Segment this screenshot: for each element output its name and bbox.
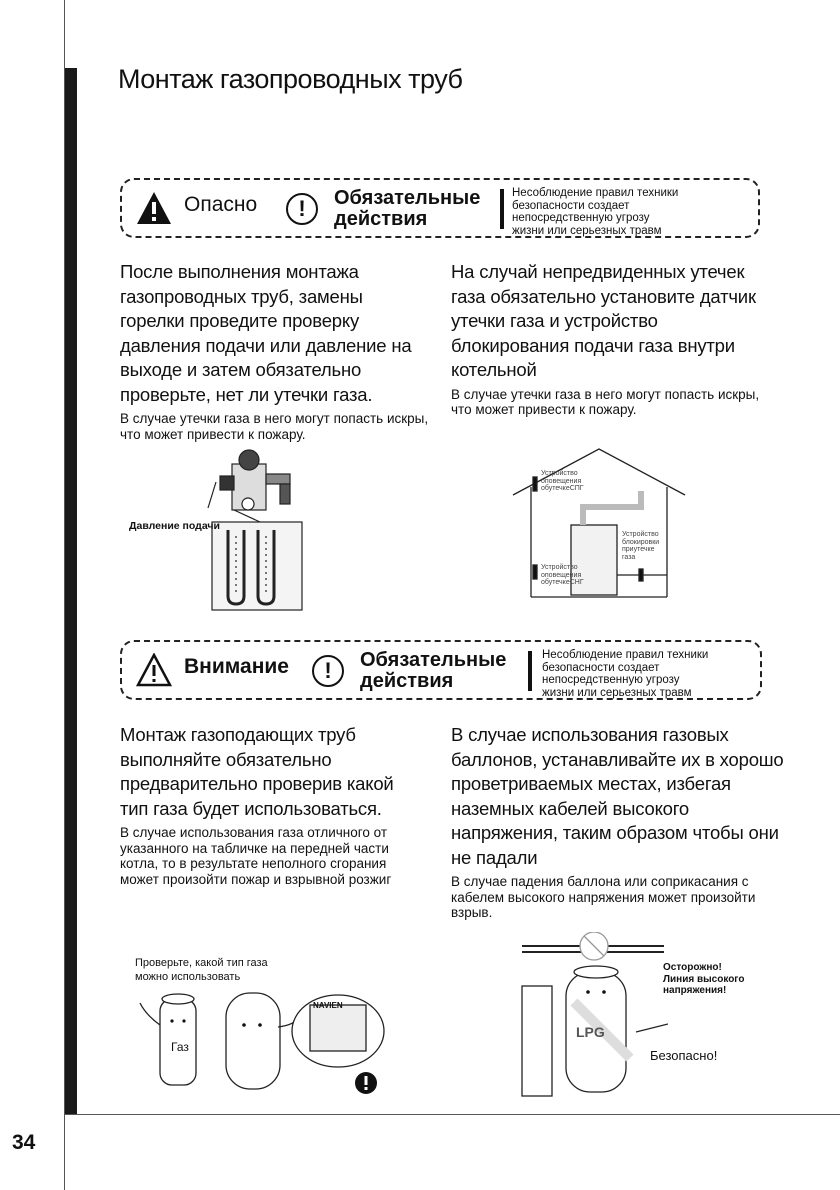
- leak-alarm-top-label: Устройство оповещения обутечкеСПГ: [541, 470, 584, 492]
- page-title: Монтаж газопроводных труб: [118, 64, 463, 94]
- danger-box: [120, 178, 760, 238]
- gas-type-illustration: [128, 985, 388, 1097]
- mandatory-label: Обязательные действия: [360, 649, 507, 692]
- section1-right-sub: В случае утечки газа в него могут попасть искры, что может привести к пожару.: [451, 386, 760, 417]
- section2-right-sub: В случае падения баллона или соприкасания с кабелем высокого напряжения может произойти взрыв.: [451, 874, 756, 920]
- section2-left-main: Монтаж газоподающих труб выполняйте обязательно предварительно проверив какой тип газа будет использоваться.: [120, 724, 394, 819]
- caution-box: [120, 640, 762, 700]
- separator: [528, 651, 532, 691]
- exclamation-icon: !: [312, 655, 344, 687]
- danger-note: Несоблюдение правил техники безопасности создает непосредственную угрозу жизни или серьезных травм: [512, 187, 679, 237]
- sensor-bottom: [533, 565, 537, 579]
- shutoff-label: Устройство блокировки приутечке газа: [622, 531, 660, 561]
- sensor-top: [533, 477, 537, 491]
- valve-assembly: [208, 450, 290, 522]
- section1-left-main: После выполнения монтажа газопроводных труб, замены горелки проведите проверку давления подачи или давление на выходе и затем обязательно проверьте, нет ли утечки газа.: [120, 261, 412, 405]
- manometer: [212, 522, 302, 610]
- high-voltage-warning: Осторожно! Линия высокого напряжения!: [663, 962, 745, 996]
- section2-right-main: В случае использования газовых баллонов, устанавливайте их в хорошо проветриваемых местах, избегая наземных кабелей высокого напряжения, таким образом чтобы они не падали: [451, 724, 784, 868]
- gas-label: Газ: [171, 1040, 189, 1054]
- caution-note: Несоблюдение правил техники безопасности создает непосредственную угрозу жизни или серьезных травм: [542, 649, 709, 699]
- lpg-label: LPG: [576, 1024, 605, 1040]
- boiler-room-illustration: [511, 447, 687, 599]
- section2-left-text: [120, 723, 420, 887]
- warning-triangle-icon: [136, 191, 172, 225]
- section2-left-sub: В случае использования газа отличного от указанного на табличке на передней части котла, то в результате неполного сгорания может произойти пожар и взрывной розжиг: [120, 825, 392, 887]
- lpg-cylinder-illustration: [518, 932, 668, 1098]
- mandatory-label: Обязательные действия: [334, 187, 481, 230]
- caution-triangle-icon: [136, 653, 172, 687]
- section1-right-main: На случай непредвиденных утечек газа обязательно установите датчик утечки газа и устройство блокирования подачи газа внутри котельной: [451, 261, 756, 380]
- danger-label: Опасно: [184, 193, 258, 216]
- section1-left-sub: В случае утечки газа в него могут попасть искры, что может привести к пожару.: [120, 411, 429, 442]
- caution-label: Внимание: [184, 655, 289, 678]
- boiler-character: [226, 993, 280, 1089]
- shutoff-device: [639, 569, 643, 581]
- exclamation-icon: !: [286, 193, 318, 225]
- leak-alarm-bottom-label: Устройство оповещения обутечкеСНГ: [541, 564, 584, 586]
- page-number: 34: [12, 1131, 36, 1154]
- safe-label: Безопасно!: [650, 1048, 718, 1063]
- footer-line: [64, 1114, 840, 1115]
- pressure-label: Давление подачи: [129, 520, 220, 532]
- section2-right-text: [451, 723, 796, 921]
- roof: [513, 449, 685, 495]
- chapter-bar: [65, 68, 77, 1115]
- section1-left-text: [120, 260, 430, 442]
- gas-type-caption: Проверьте, какой тип газа можно использовать: [135, 957, 268, 983]
- brand-label: NAVIEN: [313, 1001, 343, 1010]
- section1-right-text: [451, 260, 771, 418]
- separator: [500, 189, 504, 229]
